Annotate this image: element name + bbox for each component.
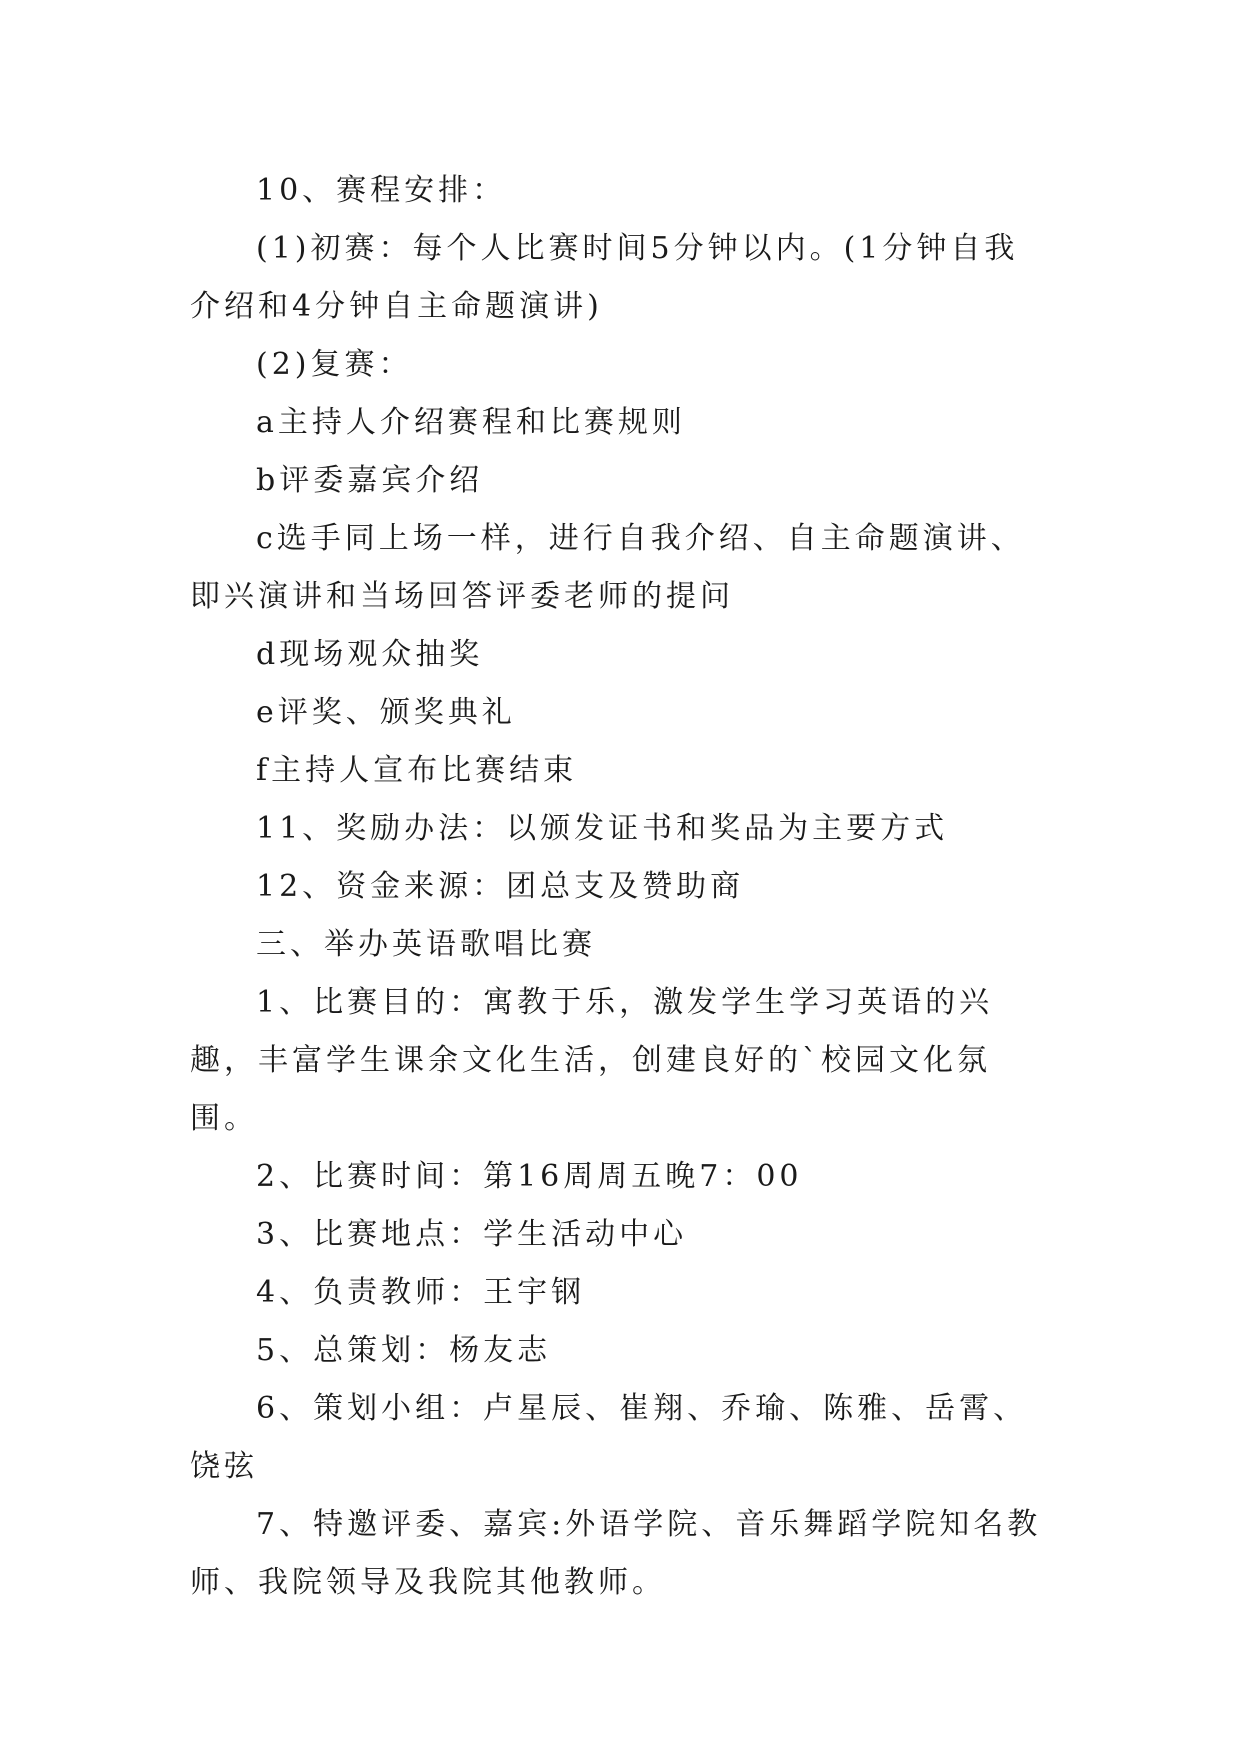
paragraph-purpose: 1、比赛目的：寓教于乐，激发学生学习英语的兴趣，丰富学生课余文化生活，创建良好的`校园文化氛围。 [190,985,994,1136]
paragraph-item-b: b评委嘉宾介绍 [256,463,484,498]
document-body [190,162,1050,1612]
paragraph-location: 3、比赛地点：学生活动中心 [256,1217,688,1252]
paragraph-judges-guests: 7、特邀评委、嘉宾:外语学院、音乐舞蹈学院知名教师、我院领导及我院其他教师。 [190,1507,1042,1600]
paragraph-preliminary-round: (1)初赛：每个人比赛时间5分钟以内。(1分钟自我介绍和4分钟自主命题演讲) [190,231,1019,324]
paragraph-item-e: e评奖、颁奖典礼 [256,695,516,730]
paragraph-schedule-heading: 10、赛程安排： [256,173,507,208]
paragraph-item-d: d现场观众抽奖 [256,637,484,672]
paragraph-funding: 12、资金来源：团总支及赞助商 [256,869,745,904]
paragraph-item-a: a主持人介绍赛程和比赛规则 [256,405,686,440]
paragraph-section-three-heading: 三、举办英语歌唱比赛 [256,927,596,962]
paragraph-semifinal-heading: (2)复赛： [256,347,413,382]
paragraph-teacher: 4、负责教师：王宇钢 [256,1275,586,1310]
paragraph-time: 2、比赛时间：第16周周五晚7：00 [256,1159,803,1194]
paragraph-planner: 5、总策划：杨友志 [256,1333,552,1368]
paragraph-item-f: f主持人宣布比赛结束 [256,753,578,788]
paragraph-rewards: 11、奖励办法：以颁发证书和奖品为主要方式 [256,811,949,846]
paragraph-planning-team: 6、策划小组：卢星辰、崔翔、乔瑜、陈雅、岳霄、饶弦 [190,1391,1028,1484]
paragraph-item-c: c选手同上场一样，进行自我介绍、自主命题演讲、即兴演讲和当场回答评委老师的提问 [190,521,1025,614]
